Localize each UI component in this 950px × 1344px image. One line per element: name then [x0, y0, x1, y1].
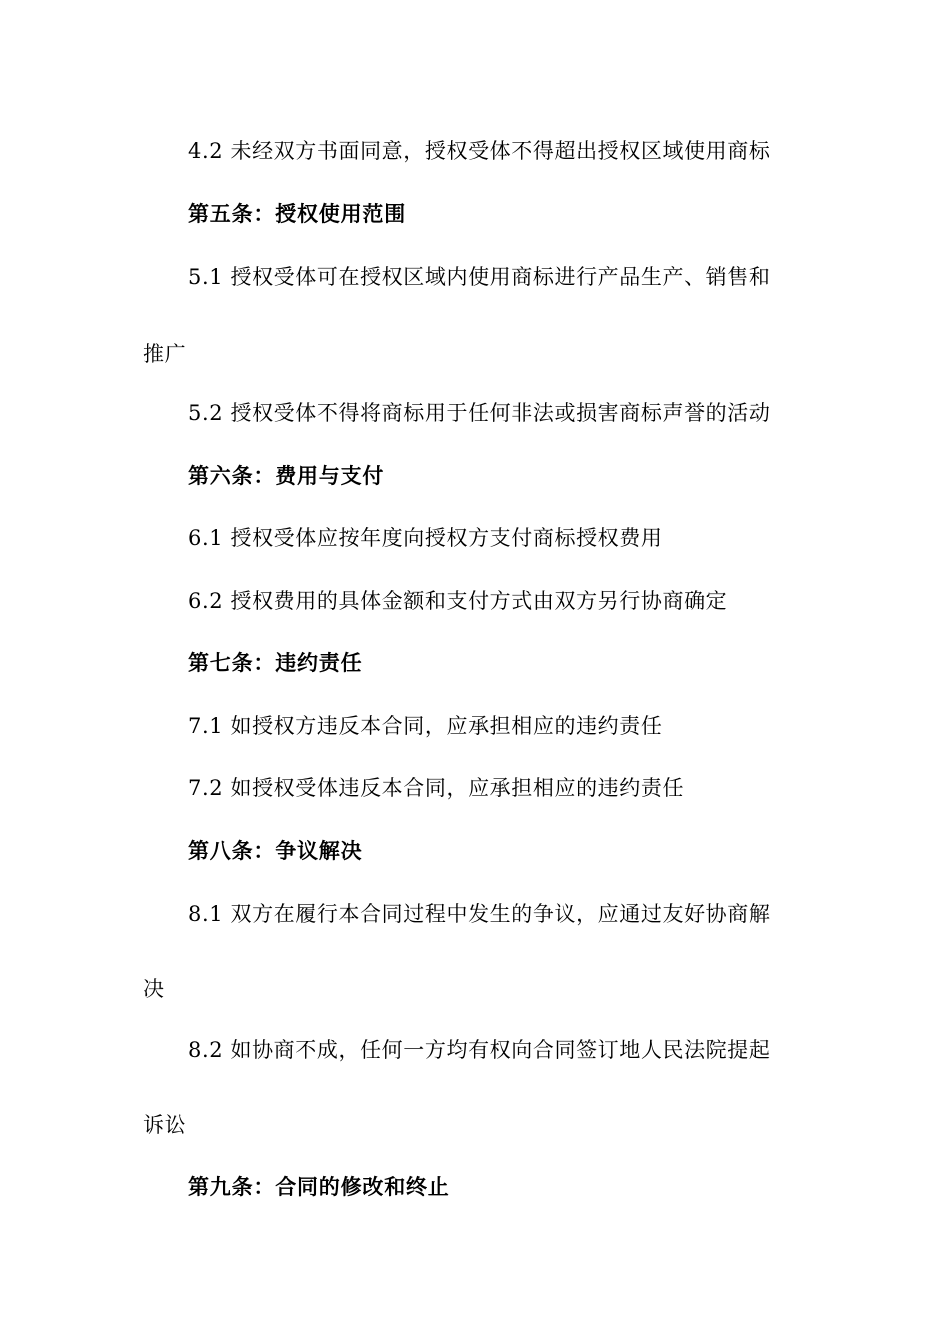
- clause-7-2: 7.2 如授权受体违反本合同，应承担相应的违约责任: [188, 776, 685, 800]
- clause-4-2: 4.2 未经双方书面同意，授权受体不得超出授权区域使用商标: [188, 139, 771, 163]
- article-8-heading: 第八条：争议解决: [188, 839, 363, 863]
- clause-6-2: 6.2 授权费用的具体金额和支付方式由双方另行协商确定: [188, 589, 728, 613]
- clause-8-2-line-1: 8.2 如协商不成，任何一方均有权向合同签订地人民法院提起: [188, 1038, 771, 1062]
- clause-5-1-line-1: 5.1 授权受体可在授权区域内使用商标进行产品生产、销售和: [188, 265, 771, 289]
- clause-6-1: 6.1 授权受体应按年度向授权方支付商标授权费用: [188, 526, 663, 550]
- clause-5-1-line-2: 推广: [143, 342, 187, 366]
- clause-8-1-line-1: 8.1 双方在履行本合同过程中发生的争议，应通过友好协商解: [188, 902, 771, 926]
- clause-8-1-line-2: 决: [143, 977, 165, 1001]
- article-6-heading: 第六条：费用与支付: [188, 464, 385, 488]
- clause-5-2: 5.2 授权受体不得将商标用于任何非法或损害商标声誉的活动: [188, 401, 771, 425]
- clause-7-1: 7.1 如授权方违反本合同，应承担相应的违约责任: [188, 714, 663, 738]
- article-5-heading: 第五条：授权使用范围: [188, 202, 406, 226]
- article-7-heading: 第七条：违约责任: [188, 651, 363, 675]
- clause-8-2-line-2: 诉讼: [143, 1113, 187, 1137]
- article-9-heading: 第九条：合同的修改和终止: [188, 1175, 450, 1199]
